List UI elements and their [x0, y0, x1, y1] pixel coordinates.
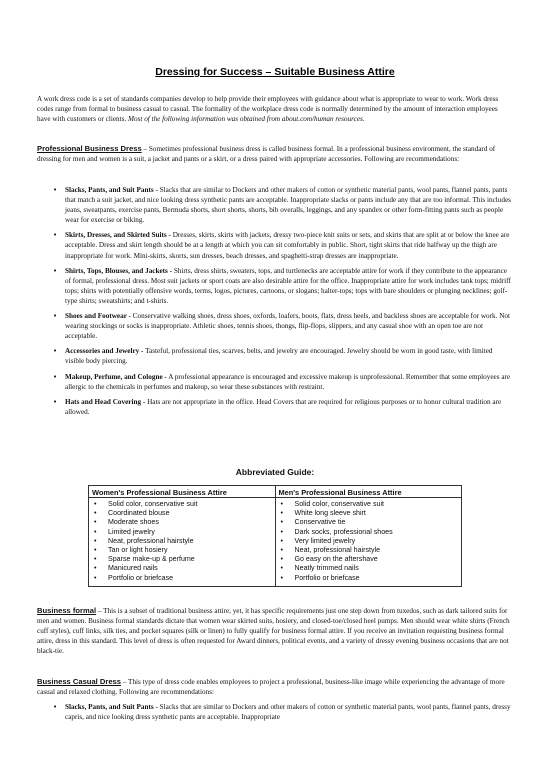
item-text: Slacks that are similar to Dockers and other makers of cotton or synthetic material pants, wool pants, flannel pants, pants that match a suit jacket, and nice looking dress synthetic pants are acceptable. Inappropriate slacks or pants include any that are too informal. This includes jeans, sweatpants, exercise pants, Bermuda shorts, short shorts, shorts, bib overalls, leggings, and any spandex or other form-fitting pants such as people wear for exercise or biking. — [65, 186, 511, 225]
page-title: Dressing for Success – Suitable Business Attire — [155, 66, 395, 78]
item-label: Slacks, Pants, and Suit Pants - — [65, 703, 158, 711]
list-item: • Conservative tie — [279, 518, 459, 527]
women-attire-cell — [89, 498, 276, 587]
intro-text: A work dress code is a set of standards companies develop to help provide their employees with guidance about what is appropriate to wear to work. Work dress codes range from formal to business casual to casual. The formality of the workplace dress code is normally determined by the amount of interaction employees have with customers or clients. — [37, 95, 499, 124]
item-text: Tasteful, professional ties, scarves, belts, and jewelry are encouraged. Jewelry should be worn in good taste, with limited visible body piercing. — [65, 347, 493, 366]
list-item: • Limited jewelry — [92, 528, 272, 537]
list-item — [54, 397, 513, 417]
intro-paragraph — [37, 94, 513, 124]
abbreviated-guide-table — [88, 485, 462, 587]
item-label: Slacks, Pants, and Suit Pants - — [65, 186, 158, 194]
list-item — [54, 372, 513, 392]
professional-recommendations-list — [54, 185, 513, 417]
list-item — [54, 311, 513, 341]
list-item: • Solid color, conservative suit — [279, 500, 459, 509]
bullet-icon: • — [53, 347, 58, 356]
list-item: • Go easy on the aftershave — [279, 555, 459, 564]
item-label: Makeup, Perfume, and Cologne - — [65, 372, 167, 381]
business-formal-heading: Business formal — [37, 606, 97, 615]
intro-source-note: Most of the following information was obtained from about.com/human resources. — [128, 115, 365, 124]
list-item: • Portfolio or briefcase — [92, 574, 272, 583]
bullet-icon: • — [53, 372, 58, 381]
list-item: • Manicured nails — [92, 564, 272, 573]
item-label: Shirts, Tops, Blouses, and Jackets - — [65, 266, 173, 275]
bullet-icon: • — [53, 231, 58, 240]
list-item: • Portfolio or briefcase — [279, 574, 459, 583]
abbreviated-guide-heading: Abbreviated Guide: — [235, 467, 315, 477]
list-item: • Neat, professional hairstyle — [279, 546, 459, 555]
women-attire-list — [92, 500, 272, 583]
professional-dress-paragraph — [37, 144, 513, 164]
men-attire-list — [279, 500, 459, 583]
list-item — [54, 702, 513, 722]
business-formal-paragraph — [37, 606, 513, 656]
professional-dress-heading: Professional Business Dress — [37, 144, 142, 153]
item-label: Accessories and Jewelry - — [65, 347, 144, 356]
item-text: Hats are not appropriate in the office. Head Covers that are required for religious purposes or to honor cultural tradition are allowed. — [65, 397, 502, 416]
professional-dress-text: – Sometimes professional business dress is called business formal. In a professional business environment, the standard of dressing for men and women is a suit, a jacket and pants or a skirt, or a dress paired with appropriate accessories. Following are recommendations: — [37, 145, 496, 164]
list-item — [54, 266, 513, 306]
bullet-icon: • — [53, 312, 58, 321]
item-label: Shoes and Footwear - — [65, 312, 131, 321]
list-item — [54, 230, 513, 260]
item-text: Conservative walking shoes, dress shoes, oxfords, loafers, boots, flats, dress heels, and backless shoes are acceptable for work. Not wearing stockings or socks is inappropriate. Athletic shoes, tennis shoes, thongs, flip-flops, slippers, and any casual shoe with an open toe are not acceptable. — [65, 312, 511, 341]
item-text: Shirts, dress shirts, sweaters, tops, and turtlenecks are acceptable attire for work if they contribute to the appearance of formal, professional dress. Most suit jackets or sport coats are also desirable attire for the office. Inappropriate attire for work includes tank tops; midriff tops; shirts with potentially offensive words, terms, logos, pictures, cartoons, or slogans; halter-tops; tops with bare shoulders or plunging necklines; golf-type shirts; sweatshirts; and t-shirts. — [65, 266, 511, 305]
bullet-icon: • — [53, 186, 58, 194]
list-item: • Coordinated blouse — [92, 509, 272, 518]
item-label: Skirts, Dresses, and Skirted Suits - — [65, 231, 171, 240]
item-text: A professional appearance is encouraged and excessive makeup is unprofessional. Remember that some employees are allergic to the chemicals in perfumes and makeup, so wear these substances with restraint. — [65, 372, 511, 391]
women-column-header: Women's Professional Business Attire — [89, 486, 276, 498]
list-item — [54, 346, 513, 366]
list-item — [54, 185, 513, 225]
bullet-icon: • — [53, 397, 58, 406]
list-item: • Sparse make-up & perfume — [92, 555, 272, 564]
list-item: • Tan or light hosiery — [92, 546, 272, 555]
business-casual-heading: Business Casual Dress — [37, 677, 121, 686]
list-item: • Dark socks, professional shoes — [279, 528, 459, 537]
list-item: • Solid color, conservative suit — [92, 500, 272, 509]
men-column-header: Men's Professional Business Attire — [275, 486, 462, 498]
list-item: • Moderate shoes — [92, 518, 272, 527]
item-text: Slacks that are similar to Dockers and other makers of cotton or synthetic material pants, wool pants, flannel pants, dressy capris, and nice looking dress synthetic pants are acceptable. Inappropriate — [65, 703, 511, 722]
business-formal-text: – This is a subset of traditional business attire, yet, it has specific requirements just one step down from tuxedos, such as dark tailored suits for men and women. Business formal standards dictate that women wear skirted suits, hosiery, and closed-toe/closed heel pumps. Men should wear white shirts (French cuff styles), cuff links, silk ties, and pocket squares (silk or linen) to fully qualify for business formal attire. If you receive an invitation requesting business formal attire, dress in this standard. This level of dress is often requested for Award dinners, political events, and a variety of dressy evening business occasions that are not black-tie. — [37, 607, 510, 656]
men-attire-cell — [275, 498, 462, 587]
list-item: • Neatly trimmed nails — [279, 564, 459, 573]
list-item: • Very limited jewelry — [279, 537, 459, 546]
business-casual-paragraph — [37, 677, 513, 697]
list-item: • White long sleeve shirt — [279, 509, 459, 518]
list-item: • Neat, professional hairstyle — [92, 537, 272, 546]
business-casual-recommendations-list — [54, 702, 513, 722]
business-casual-text: – This type of dress code enables employees to project a professional, business-like image while experiencing the advantage of more casual and relaxed clothing. Following are recommendations: — [37, 678, 505, 697]
bullet-icon: • — [53, 266, 58, 275]
bullet-icon: • — [53, 703, 58, 711]
item-text: Dresses, skirts, skirts with jackets, dressy two-piece knit suits or sets, and skirts that are split at or below the knee are acceptable. Dress and skirt length should be at a length at which you can sit comfortably in public. Short, tight skirts that ride halfway up the thigh are inappropriate for work. Mini-skirts, skorts, sun dresses, beach dresses, and spaghetti-strap dresses are inappropriate. — [65, 231, 510, 260]
item-label: Hats and Head Covering - — [65, 397, 146, 406]
